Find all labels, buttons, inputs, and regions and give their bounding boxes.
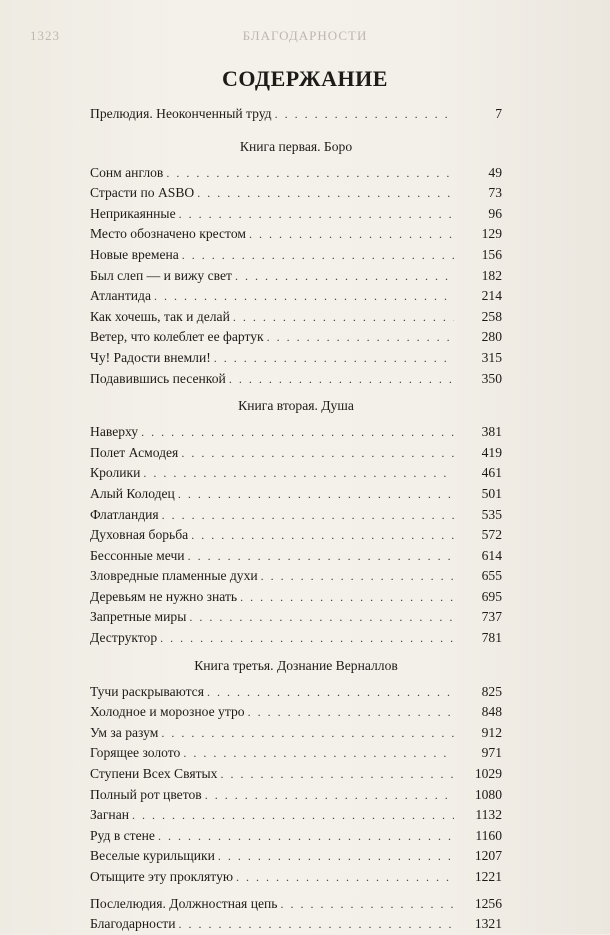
toc-entry [90, 702, 502, 723]
toc-entry [90, 484, 502, 505]
toc-entry-page: 655 [481, 568, 502, 584]
dot-leader [132, 805, 454, 826]
toc-entry-label: Как хочешь, так и делай [90, 308, 230, 324]
toc-entry-label: Алый Колодец [90, 485, 175, 501]
toc-entry [90, 348, 502, 369]
toc-entry [90, 846, 502, 867]
toc-entry [90, 422, 502, 443]
toc-entry-label: Прелюдия. Неоконченный труд [90, 106, 272, 121]
running-header [0, 28, 610, 44]
toc-entry-page: 1132 [475, 807, 502, 823]
toc-entry-label: Кролики [90, 465, 141, 481]
toc-entry [90, 183, 502, 204]
toc-entry [90, 785, 502, 806]
toc-entry-label: Зловредные пламенные духи [90, 568, 258, 584]
toc-entry-label: Полный рот цветов [90, 786, 202, 802]
toc-entry-label: Руд в стене [90, 827, 155, 843]
toc-entry-label: Чу! Радости внемли! [90, 349, 211, 365]
toc-entry-label: Сонм англов [90, 164, 164, 180]
toc-entry-page: 7 [495, 106, 502, 121]
toc-entry-page: 825 [481, 683, 502, 699]
toc-entry-page: 73 [488, 185, 502, 201]
toc-entry-label: Страсти по ASBO [90, 185, 195, 201]
toc-entry-label: Новые времена [90, 246, 179, 262]
books-container [90, 137, 502, 888]
toc-entry [90, 463, 502, 484]
toc-entry-label: Отыщите эту проклятую [90, 869, 234, 884]
toc-entry [90, 628, 502, 649]
toc-entry [90, 682, 502, 703]
dot-leader [158, 826, 454, 847]
toc-entry-label: Флатландия [90, 506, 159, 522]
toc-entry-label: Бессонные мечи [90, 547, 185, 563]
dot-leader [178, 484, 454, 505]
toc-entry-page: 1321 [474, 916, 502, 932]
toc-entry [90, 743, 502, 764]
dot-leader [162, 505, 454, 526]
toc-entry [90, 266, 502, 287]
dot-leader [197, 183, 454, 204]
toc-entry-page: 350 [481, 370, 502, 386]
toc-entry-label: Деревьям не нужно знать [90, 588, 238, 604]
toc-entry-label: Полет Асмодея [90, 444, 179, 460]
toc-entry-page: 280 [481, 329, 502, 345]
toc-entry [90, 566, 502, 587]
dot-leader [189, 607, 454, 628]
dot-leader [236, 867, 454, 888]
toc-entry-label: Веселые курильщики [90, 848, 215, 864]
table-of-contents [90, 104, 502, 935]
dot-leader [207, 682, 454, 703]
toc-entry-page: 695 [481, 588, 502, 604]
toc-entry [90, 307, 502, 328]
toc-entry-label: Тучи раскрываются [90, 683, 204, 699]
toc-entry-page: 1256 [474, 895, 502, 911]
toc-entry-page: 848 [481, 704, 502, 720]
toc-entry-label: Неприкаянные [90, 205, 176, 221]
toc-entry-page: 381 [481, 424, 502, 440]
toc-entry-label: Духовная борьба [90, 527, 189, 543]
toc-entry-page: 49 [488, 164, 502, 180]
dot-leader [261, 566, 454, 587]
toc-entry-page: 258 [481, 308, 502, 324]
dot-leader [275, 104, 454, 125]
toc-entry-page: 182 [481, 267, 502, 283]
toc-entry [90, 204, 502, 225]
toc-entry-acknowledgements [90, 914, 502, 935]
dot-leader [233, 307, 454, 328]
dot-leader [182, 245, 454, 266]
dot-leader [143, 463, 454, 484]
toc-entry-page: 614 [481, 547, 502, 563]
toc-entry-postlude [90, 894, 502, 915]
dot-leader [191, 525, 454, 546]
toc-entry-page: 129 [481, 226, 502, 242]
dot-leader [240, 587, 454, 608]
dot-leader [166, 163, 454, 184]
page-title: СОДЕРЖАНИЕ [222, 66, 388, 91]
dot-leader [220, 764, 454, 785]
toc-entry-page: 971 [481, 745, 502, 761]
toc-entry-page: 1160 [475, 827, 502, 843]
toc-entry [90, 224, 502, 245]
toc-entry [90, 764, 502, 785]
toc-entry-label: Послелюдия. Должностная цепь [90, 895, 278, 911]
toc-entry-label: Ум за разум [90, 724, 159, 740]
dot-leader [235, 266, 454, 287]
dot-leader [161, 723, 454, 744]
toc-entry [90, 587, 502, 608]
dot-leader [188, 546, 454, 567]
dot-leader [183, 743, 454, 764]
book-heading: Книга третья. Дознание Верналлов [194, 657, 398, 673]
toc-entry-page: 461 [481, 465, 502, 481]
toc-entry-prelude [90, 104, 502, 125]
toc-entry-label: Холодное и морозное утро [90, 704, 245, 720]
toc-entry [90, 245, 502, 266]
toc-entry [90, 286, 502, 307]
toc-entry [90, 826, 502, 847]
dot-leader [181, 443, 454, 464]
toc-entry-page: 912 [481, 724, 502, 740]
toc-entry [90, 505, 502, 526]
toc-entry-page: 1080 [474, 786, 502, 802]
dot-leader [141, 422, 454, 443]
toc-entry [90, 443, 502, 464]
dot-leader [214, 348, 454, 369]
dot-leader [205, 785, 454, 806]
toc-entry-page: 1029 [474, 766, 502, 782]
toc-entry-label: Горящее золото [90, 745, 181, 761]
toc-entry-label: Благодарности [90, 916, 176, 932]
toc-entry-label: Наверху [90, 424, 139, 440]
book-heading: Книга вторая. Душа [238, 398, 354, 414]
toc-entry-page: 156 [481, 246, 502, 262]
toc-entry-page: 781 [481, 630, 502, 646]
toc-entry-label: Атлантида [90, 288, 151, 304]
toc-entry-label: Деструктор [90, 630, 158, 646]
toc-entry [90, 525, 502, 546]
book-heading: Книга первая. Боро [239, 138, 353, 154]
toc-entry-page: 1207 [474, 848, 502, 864]
toc-entry [90, 607, 502, 628]
toc-entry-page: 572 [481, 527, 502, 543]
toc-entry [90, 546, 502, 567]
toc-entry [90, 163, 502, 184]
running-header-title: БЛАГОДАРНОСТИ [242, 28, 368, 43]
dot-leader [179, 914, 455, 935]
dot-leader [249, 224, 454, 245]
dot-leader [154, 286, 454, 307]
toc-entry-label: Место обозначено крестом [90, 226, 246, 242]
toc-entry [90, 723, 502, 744]
dot-leader [267, 327, 454, 348]
toc-entry-page: 315 [481, 349, 502, 365]
toc-entry-page: 501 [481, 485, 502, 501]
dot-leader [179, 204, 454, 225]
toc-entry [90, 327, 502, 348]
toc-entry-label: Был слеп — и вижу свет [90, 267, 232, 283]
toc-entry-label: Загнан [90, 807, 130, 823]
toc-entry-page: 214 [481, 288, 502, 304]
toc-entry-page: 1221 [474, 869, 502, 884]
toc-entry-page: 737 [481, 609, 502, 625]
toc-entry [90, 369, 502, 390]
toc-entry [90, 867, 502, 888]
dot-leader [281, 894, 455, 915]
toc-entry [90, 805, 502, 826]
dot-leader [229, 369, 454, 390]
toc-entry-label: Подавившись песенкой [90, 370, 226, 386]
toc-entry-page: 419 [481, 444, 502, 460]
toc-entry-page: 535 [481, 506, 502, 522]
running-header-page-number: 1323 [30, 28, 60, 43]
dot-leader [218, 846, 454, 867]
toc-entry-label: Запретные миры [90, 609, 187, 625]
dot-leader [248, 702, 454, 723]
toc-entry-page: 96 [488, 205, 502, 221]
dot-leader [160, 628, 454, 649]
toc-entry-label: Ступени Всех Святых [90, 766, 218, 782]
toc-entry-label: Ветер, что колеблет ее фартук [90, 329, 264, 345]
